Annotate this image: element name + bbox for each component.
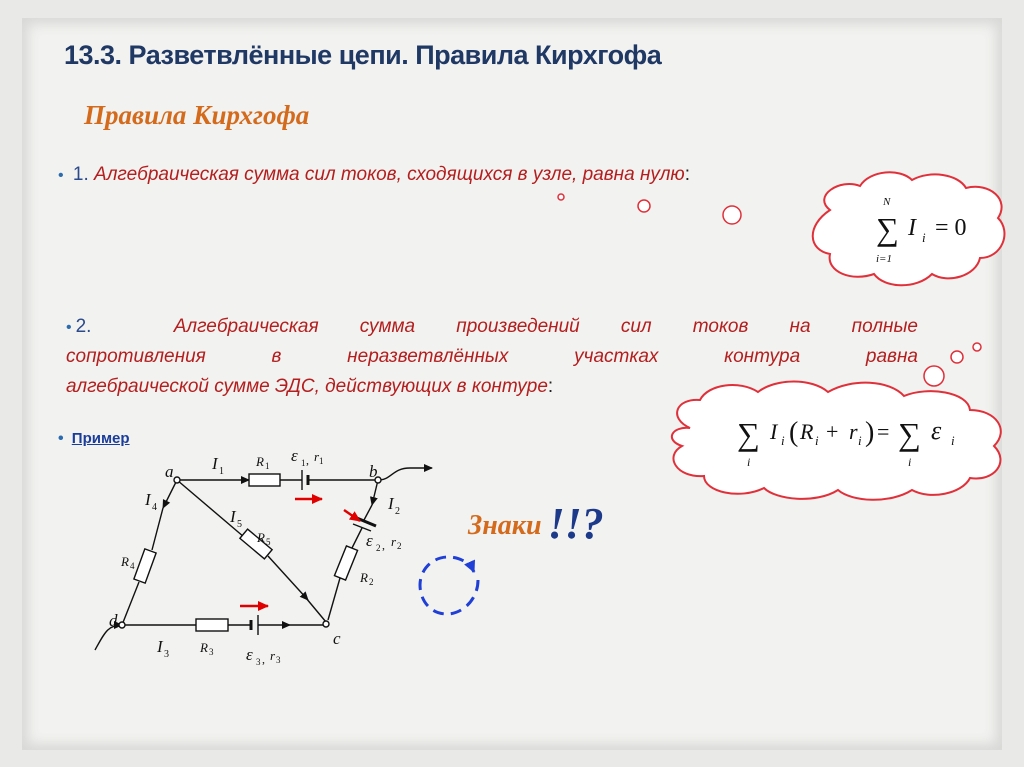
node-label-b: b — [369, 462, 378, 481]
label-R4-sub: 4 — [130, 561, 135, 571]
label-I4-sub: 4 — [152, 502, 157, 513]
label-sep1: , — [306, 453, 309, 467]
label-R4: R — [121, 554, 129, 569]
sum-lower: i — [747, 455, 751, 469]
signs-marks: !!? — [547, 499, 604, 548]
battery-plate — [353, 524, 371, 531]
paren-close: ) — [865, 417, 875, 448]
node-label-d: d — [109, 611, 118, 630]
label-emf3: ε — [246, 645, 253, 664]
label-R3: R — [200, 640, 208, 655]
label-R2-sub: 2 — [369, 577, 374, 587]
label-emf2: ε — [366, 531, 373, 550]
bullet-dot: • — [58, 167, 64, 184]
sum-upper: N — [883, 196, 891, 208]
label-r1: r — [314, 449, 320, 464]
resistor-r1 — [249, 474, 280, 486]
label-I4: I — [145, 490, 151, 509]
wire — [152, 508, 163, 550]
emf-sub: i — [951, 433, 955, 448]
resistor-r4 — [134, 549, 156, 583]
label-r3: r — [270, 648, 276, 663]
label-R3-sub: 3 — [209, 647, 214, 657]
thought-dot — [723, 206, 741, 224]
section-subtitle: Правила Кирхгофа — [84, 100, 310, 130]
label-I3: I — [157, 637, 163, 656]
sum-symbol: ∑ — [898, 416, 921, 452]
plus-sign: + — [826, 419, 839, 444]
rule-2-line-1-text: Алгебраическая сумма произведений сил токов на полные — [173, 316, 918, 337]
sum-lower: i=1 — [876, 253, 892, 265]
label-I2-sub: 2 — [395, 506, 400, 517]
resistor-r3 — [196, 619, 228, 631]
wire — [306, 598, 326, 622]
label-r2: r — [391, 534, 397, 549]
rule-2-number: 2. — [75, 316, 92, 337]
lhs-current-sub: i — [781, 433, 785, 448]
emf-symbol: ε — [931, 416, 942, 445]
paren-open: ( — [789, 417, 799, 448]
wire — [372, 480, 378, 505]
rule-1-number: 1. — [72, 164, 89, 185]
label-I3-sub: 3 — [164, 649, 169, 660]
lhs-current: I — [770, 419, 778, 444]
label-emf2-sub: 2 — [376, 543, 381, 553]
loop-arrow-icon — [420, 557, 478, 614]
wire-external-b — [378, 468, 432, 480]
rule-1-text: Алгебраическая сумма сил токов, сходящихся в узле, равна нулю — [94, 164, 685, 185]
arrow-icon — [344, 510, 360, 521]
wire — [328, 578, 340, 620]
label-r3-sub: 3 — [276, 655, 281, 665]
label-emf3-sub: 3 — [256, 657, 261, 667]
formula1-rhs: = 0 — [935, 215, 967, 241]
wire — [268, 556, 308, 600]
bullet-dot: • — [58, 430, 64, 447]
rule-2-colon: : — [547, 376, 554, 398]
label-emf1: ε — [291, 446, 298, 465]
sum-symbol: ∑ — [737, 416, 760, 452]
sum-symbol: ∑ — [876, 211, 899, 247]
thought-dot — [973, 343, 981, 351]
internal-resistance: r — [849, 419, 858, 444]
bullet-dot: • — [66, 319, 72, 336]
label-I5: I — [230, 507, 236, 526]
label-R1: R — [256, 454, 264, 469]
wire — [163, 480, 177, 508]
thought-dot — [558, 194, 564, 200]
label-emf1-sub: 1 — [301, 458, 306, 468]
wire — [352, 528, 362, 548]
page-title: 13.3. Разветвлённые цепи. Правила Кирхгофа — [64, 40, 662, 70]
thought-dot — [924, 366, 944, 386]
label-I5-sub: 5 — [237, 519, 242, 530]
resistance: R — [800, 419, 814, 444]
label-R2: R — [360, 570, 368, 585]
label-I1: I — [212, 454, 218, 473]
formula1-term: I — [908, 215, 916, 241]
resistance-sub: i — [815, 433, 819, 448]
label-I1-sub: 1 — [219, 466, 224, 477]
formula1-sub: i — [922, 230, 926, 245]
label-sep3: , — [262, 652, 265, 666]
equals-sign: = — [877, 419, 890, 444]
label-R5: R — [257, 530, 265, 545]
rule-2-line-2: сопротивления в неразветвлённых участках контура равна — [66, 346, 918, 368]
label-I2: I — [388, 494, 394, 513]
node-d — [119, 622, 125, 628]
internal-resistance-sub: i — [858, 433, 862, 448]
rule-2-line-3-text: алгебраической сумме ЭДС, действующих в контуре — [66, 376, 548, 398]
node-label-a: a — [165, 462, 174, 481]
label-R1-sub: 1 — [265, 461, 270, 471]
thought-dot — [638, 200, 650, 212]
node-a — [174, 477, 180, 483]
wire — [364, 505, 372, 520]
node-label-c: c — [333, 629, 341, 648]
signs-label-text: Знаки — [468, 510, 542, 541]
resistor-r2 — [334, 546, 357, 580]
example-link-text[interactable]: Пример — [71, 430, 130, 447]
rule-1-colon: : — [684, 164, 690, 185]
node-c — [323, 621, 329, 627]
wire — [122, 582, 139, 625]
thought-dot — [951, 351, 963, 363]
label-r2-sub: 2 — [397, 541, 402, 551]
sum-lower: i — [908, 455, 912, 469]
label-sep2: , — [382, 538, 385, 552]
label-R5-sub: 5 — [266, 537, 271, 547]
label-r1-sub: 1 — [319, 456, 324, 466]
